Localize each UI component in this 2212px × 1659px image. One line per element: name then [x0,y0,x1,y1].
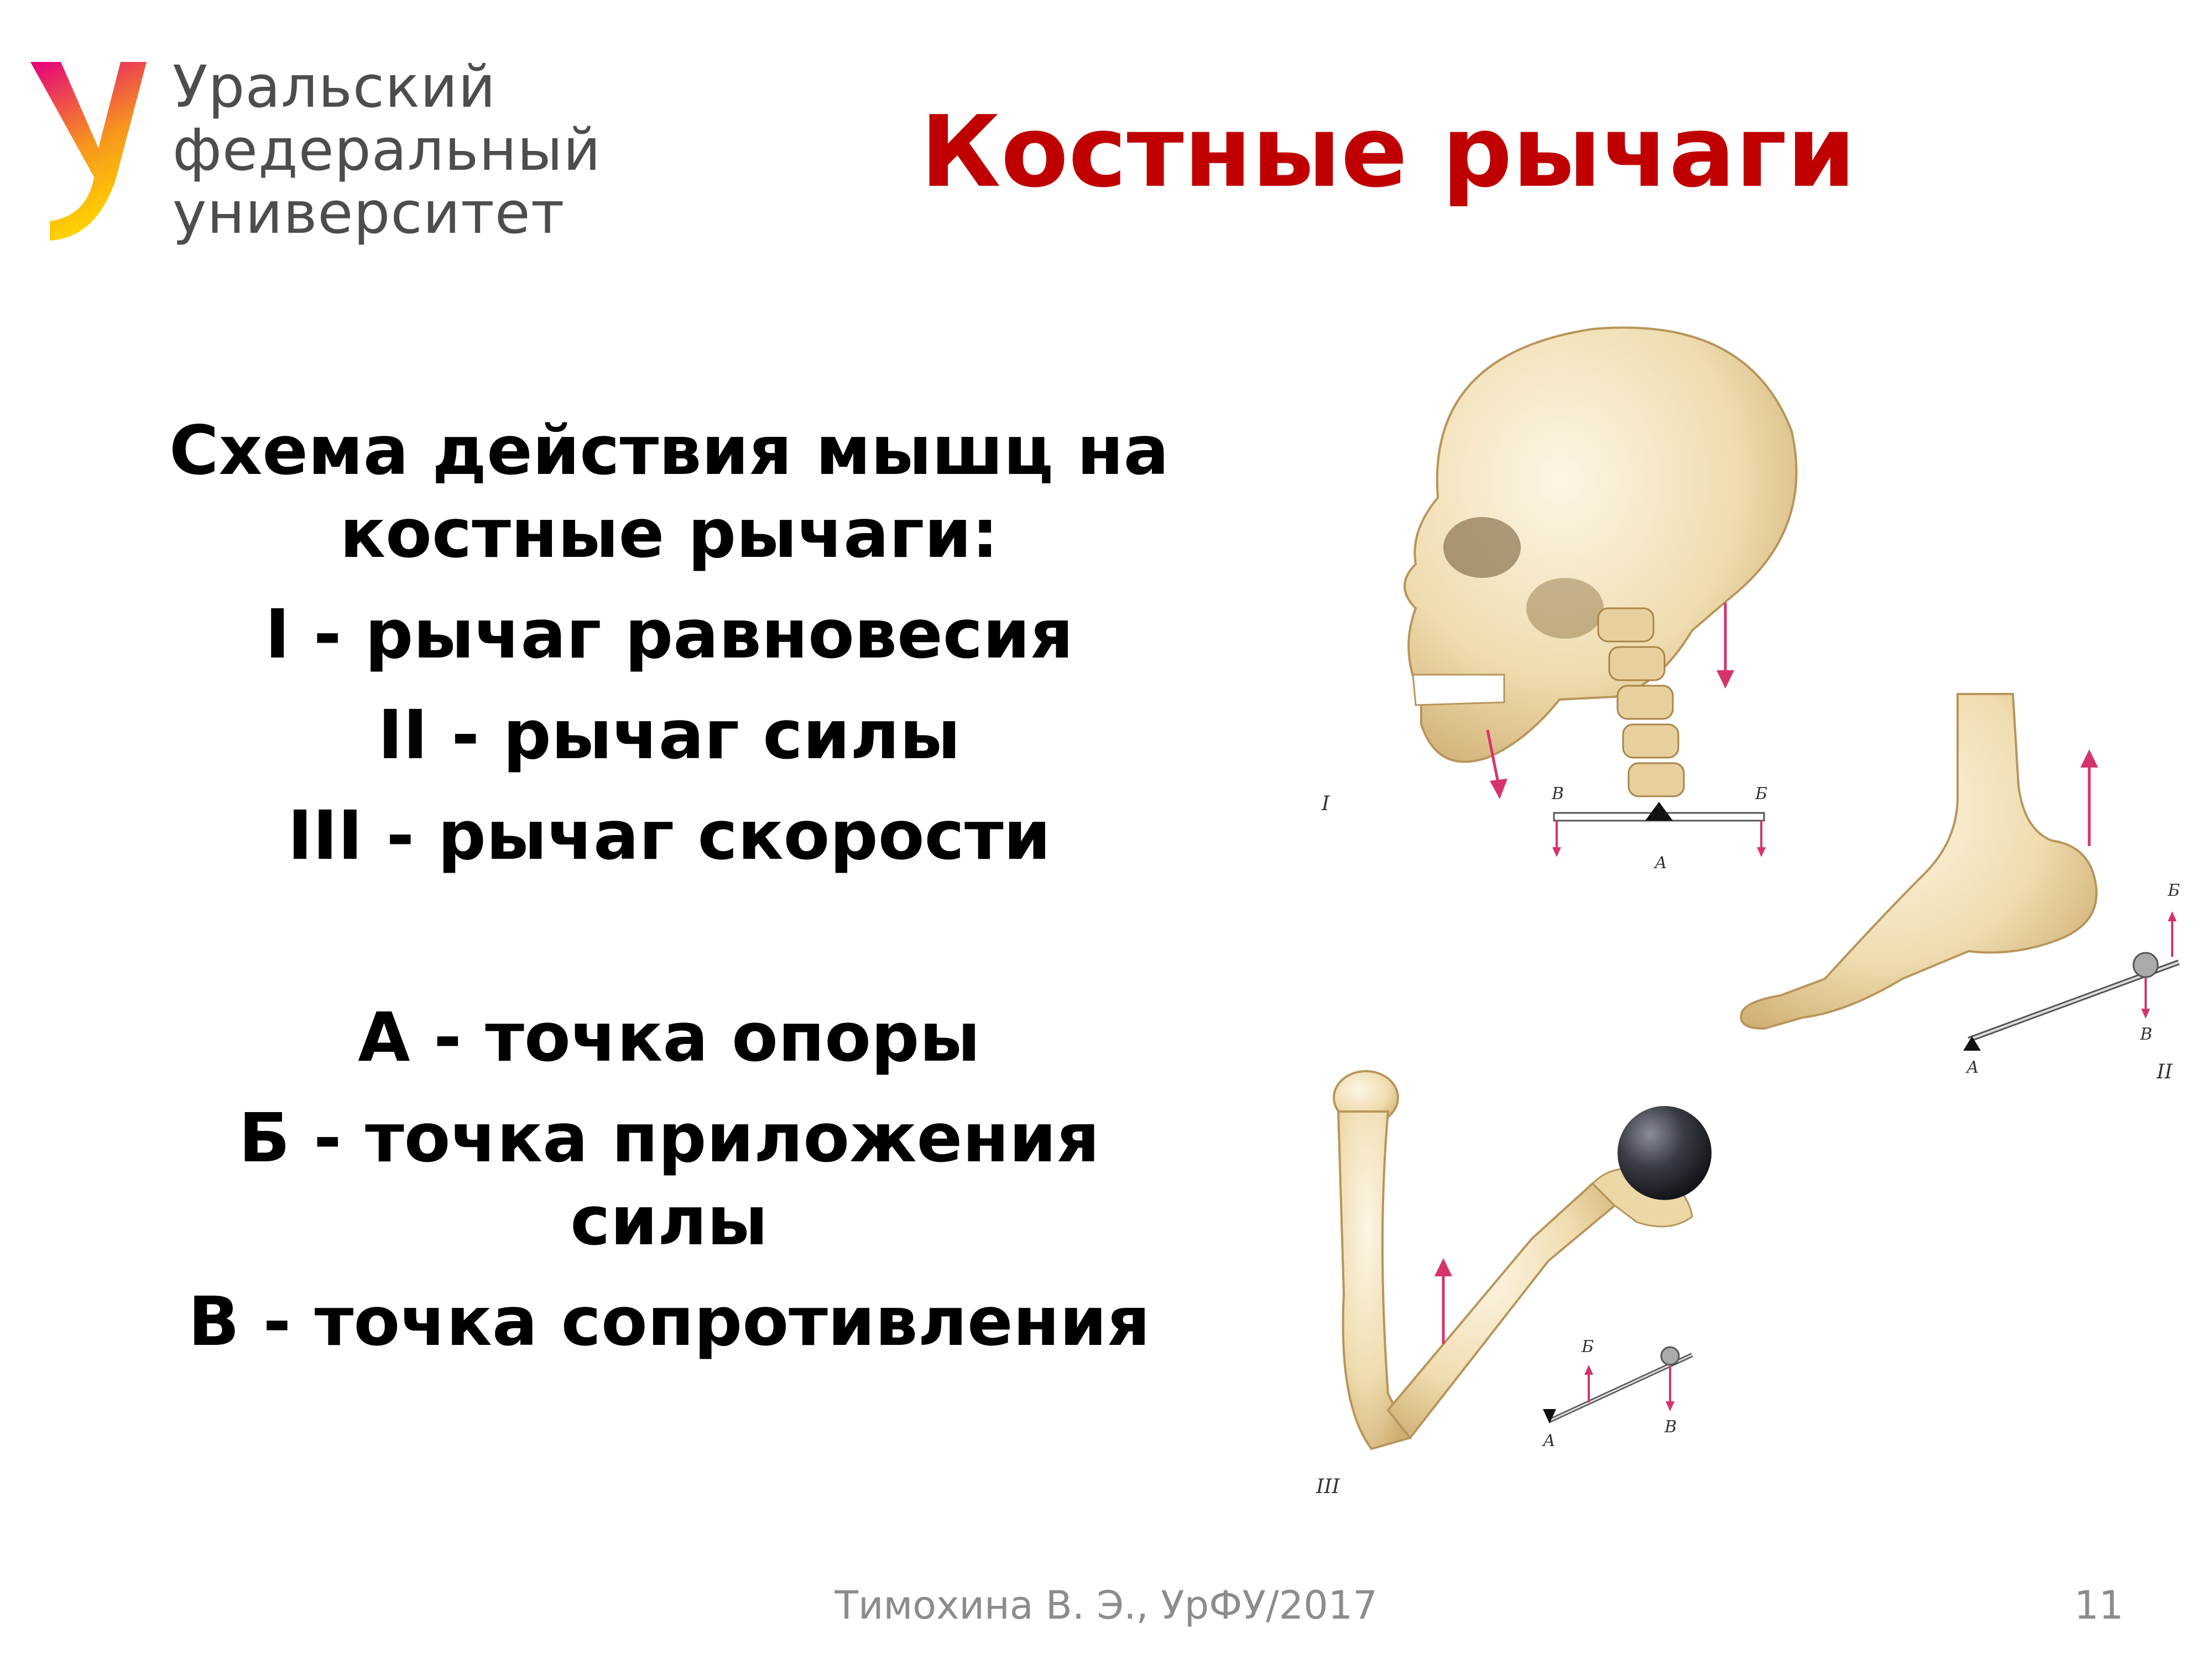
lever-2-label-force: Б [2168,881,2180,900]
arrow-up-icon [1434,1258,1452,1276]
lever-scheme-3 [1542,1337,1692,1451]
lever-3-label-force: Б [1582,1337,1594,1357]
lever-2-label-fulcrum: А [1966,1058,1979,1077]
university-name-line-1: Уральский [173,53,497,121]
panel-label-2: II [2157,1061,2173,1083]
panel-label-1: I [1322,792,1330,815]
urfu-logo-mark-icon [28,55,149,243]
lever-type-2: II - рычаг силы [378,696,961,774]
foot-lever-panel [1741,694,2180,1083]
lever-1-label-force: Б [1755,784,1768,804]
lever-type-3: III - рычаг скорости [287,796,1051,875]
university-logo [28,55,603,265]
lever-type-1: I - рычаг равновесия [265,595,1073,674]
lever-scheme-1 [1551,784,1767,873]
foot-bones-icon [1741,694,2096,1029]
page-number: 11 [2074,1583,2124,1628]
panel-label-3: III [1316,1475,1340,1498]
slide-body [66,409,1272,1363]
intro-line-1: Схема действия мышц на [169,411,1169,490]
lever-3-label-resistance: В [1665,1417,1677,1437]
lever-1-label-fulcrum: А [1655,853,1667,873]
teeth-icon [1413,675,1504,705]
intro-line-2: костные рычаги: [340,494,999,573]
university-name-line-2: федеральный [173,116,602,184]
arrow-down-icon [1717,670,1734,688]
university-name [173,53,615,247]
arm-lever-panel [1316,1071,1712,1498]
footer-author: Тимохина В. Э., УрФУ/2017 [834,1583,1378,1628]
lever-2-label-resistance: В [2140,1025,2153,1044]
ball-icon [1618,1106,1712,1200]
point-force-line-2: силы [570,1182,768,1260]
slide-title: Костные рычаги [920,95,1856,209]
point-resistance: В - точка сопротивления [188,1282,1150,1361]
lever-1-label-resistance: В [1552,784,1564,804]
point-force-line-1: Б - точка приложения [238,1099,1100,1177]
arrow-up-icon [2080,749,2098,768]
skull-lever-panel [1321,327,1796,873]
point-fulcrum: А - точка опоры [358,998,980,1077]
university-name-line-3: университет [173,179,565,247]
arrow-down-icon [1490,779,1507,799]
lever-3-label-fulcrum: А [1543,1431,1556,1451]
forearm-icon [1388,1183,1615,1438]
bone-levers-illustration [1305,299,2201,1526]
